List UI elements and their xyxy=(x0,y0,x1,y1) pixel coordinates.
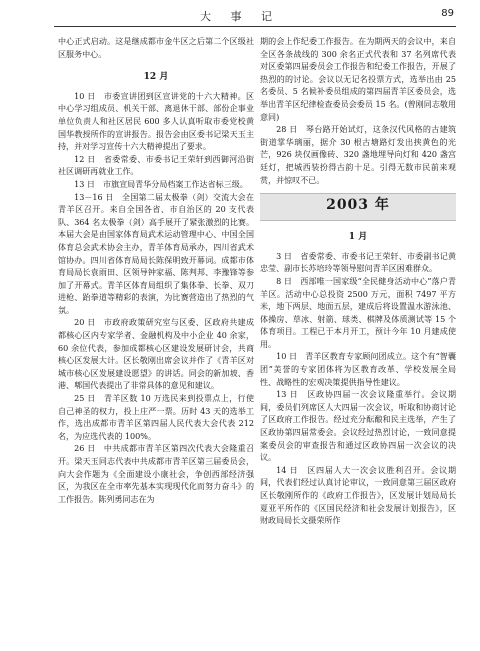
entry-paragraph: 13 日 市旗宣局青华分局档案工作达省标三级。 xyxy=(74,179,248,189)
paragraph-continued: 中心正式启动。这是继成都市金牛区之后第二个区级社区服务中心。 xyxy=(58,37,254,59)
right-column xyxy=(260,36,456,528)
entry-paragraph: 28 日 琴台路开始试灯，这条汉代风格的古建筑街道掌华璃丽，据介 30 根古塘路灯发出挟黄色的光芒，926 块仅画像砖、320 盏地埋导向灯和 420 盏宫廷灯，把城西装扮得古韵十足。引得无数市民前来观赏，并惊叹不已。 xyxy=(260,125,456,185)
entry-paragraph: 12 日 省委常委、市委书记王荣轩到西御河沿街社区调研再就业工作。 xyxy=(58,154,254,177)
year-banner xyxy=(260,193,456,221)
entry-paragraph: 13－16 日 全国第二届太极拳（剑）交流大会在青羊区召开。来自全国各省、市自治区的 20 支代表队、364 名太极拳（剑）高手展开了紧张激烈的比赛。本届大会是由国家体育局武术运动管理中心、中国全国体育总会武术协会主办，青羊体育局承办，四川省武术馆协办。四川省体育局局长陈保明致开幕词。成都市体育局局长袁雨田、区领导钟家福、陈判邦、李豫锋等参加了开幕式。青羊区体育局组织了集体拳、长拳、双刀进枪、跆拳道等精彩的表演，为比赛营造出了热烈的气氛。 xyxy=(58,192,254,315)
entry-paragraph: 25 日 青羊区数 10 万选民来到投票点上，行使自己神圣的权力，投上庄严一票。历时 43 天的选举工作，选出成都市青羊区第四届人民代表大会代表 212 名，为应选代表的 100%。 xyxy=(58,394,254,441)
entry-paragraph: 14 日 区四届人大一次会议胜利召开。会议期间，代表们经过认真讨论审议，一致同意第三届区政府区长敬刚所作的《政府工作报告》，区发展计划局局长夏亚平所作的《区国民经济和社会发展计划报告》，区财政局局长文摄荣所作 xyxy=(260,465,456,526)
page-header xyxy=(0,0,480,28)
month-heading-december: 12 月 xyxy=(143,72,169,83)
header-rule xyxy=(54,26,456,27)
entry-paragraph: 8 日 西部唯一国家级“全民健身活动中心”落户青羊区。活动中心总投资 2500 万元，面积 7497 平方米，地下两层、地面五层，建成后将设置温水游泳池、体操房、草冰、射箭、球类、棋牌及体质测试等 15 个体育项目。工程已于本月开工，预计今年 10 月建成使用。 xyxy=(260,276,456,349)
entry-paragraph: 3 日 省委常委、市委书记王荣轩、市委副书记黄忠莹、副市长苏培玲等领导慰问青羊区困难群众。 xyxy=(260,251,456,274)
running-title: 大 事 记 xyxy=(200,10,280,23)
entry-paragraph: 13 日 区政协四届一次会议隆重举行。会议期间，委员们列席区人大四届一次会议，听取和协商讨论了区政府工作报告。经过充分酝酿和民主选举，产生了区政协第四届常委会。会议经过热烈讨论，一致同意提案委员会的审查报告和通过区政协四届一次会议的决议。 xyxy=(260,390,456,463)
entry-paragraph: 10 日 市委宣讲团到区宣讲党的十六大精神。区中心学习组成员、机关干部、离退休干部、部份企事业单位负责人和社区居民 600 多人认真听取市委党校黄国华教授所作的宣讲报告。报告会由区委书记梁天玉主持，并对学习宣传十六大精神提出了要求。 xyxy=(58,91,254,152)
paragraph-continued: 期的会上作纪委工作报告。在为期两天的会议中，来自全区各条战线的 300 余名正式代表和 37 名列席代表对区委第四届委员会工作报告和纪委工作报告，开展了热烈的的讨论。会议以无记名投票方式，选举出由 25 名委员、5 名候补委员组成的第四届青羊区委员会，选举出青羊区纪律检查委员会委员 15 名。(曾刚同志敬用意同) xyxy=(260,37,456,122)
year-heading: 2003 年 xyxy=(326,197,390,214)
entry-paragraph: 26 日 中共成都市青羊区第四次代表大会隆重召开。梁天玉同志代表中共成都市青羊区第三届委员会，向大会作题为《全面建设小康社会，争创西部经济强区，为我区在全市率先基本实现现代化而努力奋斗》的工作报告。陈列勇同志在为 xyxy=(58,444,254,504)
entry-paragraph: 10 日 青羊区教育专家顾问团成立。这个有“智囊团”美誉的专家团体将为区教育改革、学校发展全局性、战略性的宏观决策提供指导性建议。 xyxy=(260,352,456,387)
month-heading-january: 1 月 xyxy=(348,232,368,243)
entry-paragraph: 20 日 市政府政策研究室与区委、区政府共建成都核心区内专家学者、金融机构及中小企业 40 余家，60 余位代表，参加成都核心区建设发展研讨会，共商核心区发展大计。区长敬刚出席会议并作了《青羊区对城市核心区发展建设愿望》的讲话。同会的新加坡、香港、郫国代表提出了非常具体的意见和建议。 xyxy=(58,318,254,391)
left-column xyxy=(58,36,254,506)
page-number: 89 xyxy=(441,8,454,19)
